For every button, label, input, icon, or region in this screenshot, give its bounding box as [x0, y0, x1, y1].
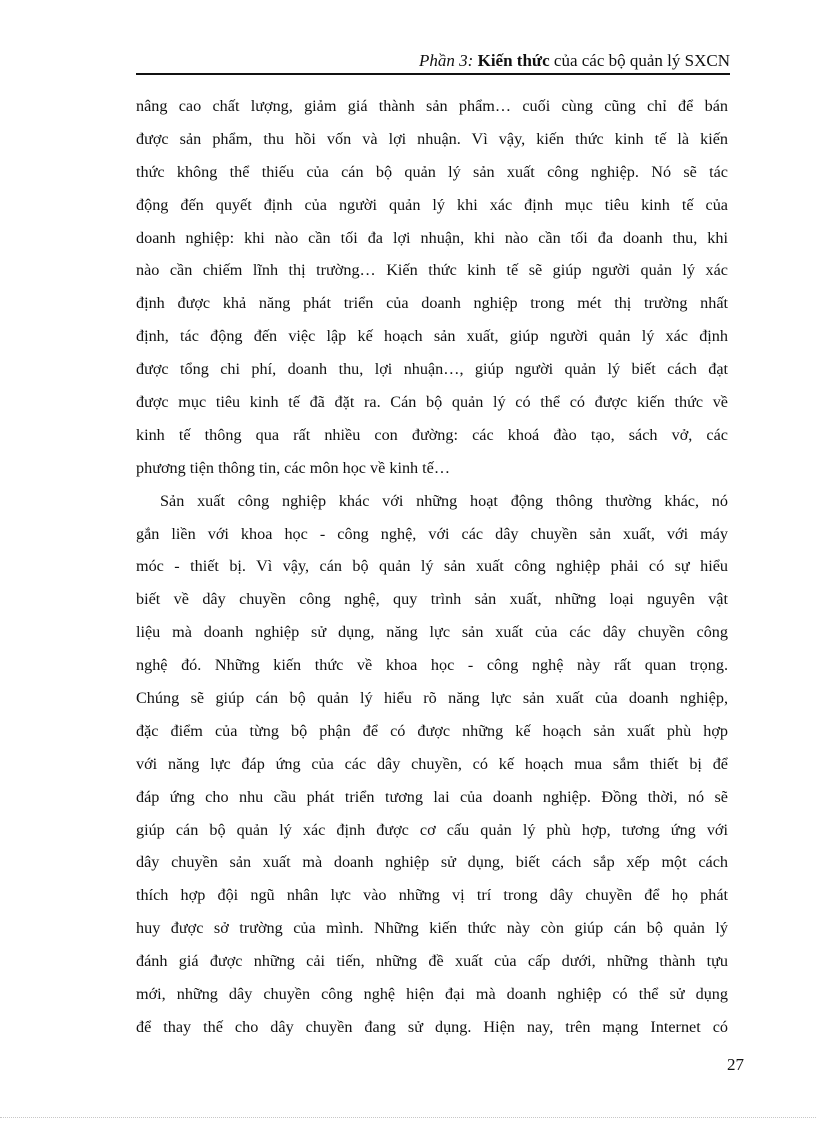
text-line: mới, những dây chuyền công nghệ hiện đại mà doanh nghiệp có thể sử dụng — [136, 985, 728, 1004]
text-line: định, tác động đến việc lập kế hoạch sản xuất, giúp người quản lý xác định — [136, 327, 728, 346]
text-line: huy được sở trường của mình. Những kiến thức này còn giúp cán bộ quản lý — [136, 919, 728, 938]
text-line: móc - thiết bị. Vì vậy, cán bộ quản lý sản xuất công nghiệp phải có sự hiểu — [136, 557, 728, 576]
running-header — [136, 50, 730, 72]
text-line: gắn liền với khoa học - công nghệ, với các dây chuyền sản xuất, với máy — [136, 524, 728, 543]
text-line: được sản phẩm, thu hồi vốn và lợi nhuận. Vì vậy, kiến thức kinh tế là kiến — [136, 129, 728, 148]
text-line: thích hợp đội ngũ nhân lực vào những vị trí trong dây chuyền để họ phát — [136, 886, 728, 905]
text-line: Chúng sẽ giúp cán bộ quản lý hiểu rõ năng lực sản xuất của doanh nghiệp, — [136, 689, 728, 708]
text-line: kinh tế thông qua rất nhiều con đường: các khoá đào tạo, sách vở, các — [136, 425, 728, 444]
text-line: đáp ứng cho nhu cầu phát triển tương lai của doanh nghiệp. Đồng thời, nó sẽ — [136, 787, 728, 806]
page-number: 27 — [727, 1055, 744, 1074]
text-line: với năng lực đáp ứng của các dây chuyền, có kế hoạch mua sắm thiết bị để — [136, 754, 728, 773]
text-line: Sản xuất công nghiệp khác với những hoạt động thông thường khác, nó — [160, 491, 728, 510]
text-line: biết về dây chuyền công nghệ, quy trình sản xuất, những loại nguyên vật — [136, 590, 728, 609]
text-line: nào cần chiếm lĩnh thị trường… Kiến thức kinh tế sẽ giúp người quản lý xác — [136, 261, 728, 280]
text-line: dây chuyền sản xuất mà doanh nghiệp sử dụng, biết cách sắp xếp một cách — [136, 853, 728, 872]
text-line: giúp cán bộ quản lý xác định được cơ cấu quản lý phù hợp, tương ứng với — [136, 820, 728, 839]
text-line: phương tiện thông tin, các môn học về kinh tế… — [136, 458, 451, 477]
text-line: được tổng chi phí, doanh thu, lợi nhuận…, giúp người quản lý biết cách đạt — [136, 360, 728, 379]
paragraph-2 — [136, 485, 728, 1044]
paragraph-1 — [136, 90, 728, 485]
text-line: định được khả năng phát triển của doanh nghiệp trong mét thị trường nhất — [136, 294, 728, 313]
header-part-label: Phần 3: — [419, 51, 474, 70]
text-line: doanh nghiệp: khi nào cần tối đa lợi nhuận, khi nào cần tối đa doanh thu, khi — [136, 228, 728, 247]
page-bottom-border — [0, 1117, 816, 1118]
text-line: thức không thể thiếu của cán bộ quản lý sản xuất công nghiệp. Nó sẽ tác — [136, 162, 728, 181]
text-line: nghệ đó. Những kiến thức về khoa học - công nghệ này rất quan trọng. — [136, 656, 728, 675]
text-line: động đến quyết định của người quản lý khi xác định mục tiêu kinh tế của — [136, 195, 728, 214]
text-line: liệu mà doanh nghiệp sử dụng, năng lực sản xuất của các dây chuyền công — [136, 623, 728, 642]
text-line: đặc điểm của từng bộ phận để có được những kế hoạch sản xuất phù hợp — [136, 721, 728, 740]
text-line: nâng cao chất lượng, giảm giá thành sản phẩm… cuối cùng cũng chỉ để bán — [136, 97, 728, 115]
header-bold-title: Kiến thức — [477, 51, 550, 70]
text-line: đánh giá được những cải tiến, những đề xuất của cấp dưới, những thành tựu — [136, 952, 728, 971]
text-line: để thay thế cho dây chuyền đang sử dụng. Hiện nay, trên mạng Internet có — [136, 1017, 728, 1036]
body-text — [136, 90, 728, 1044]
header-rule — [136, 73, 730, 75]
text-line: được mục tiêu kinh tế đã đặt ra. Cán bộ quản lý có thể có được kiến thức về — [136, 393, 728, 412]
header-title-rest: của các bộ quản lý SXCN — [549, 51, 730, 70]
